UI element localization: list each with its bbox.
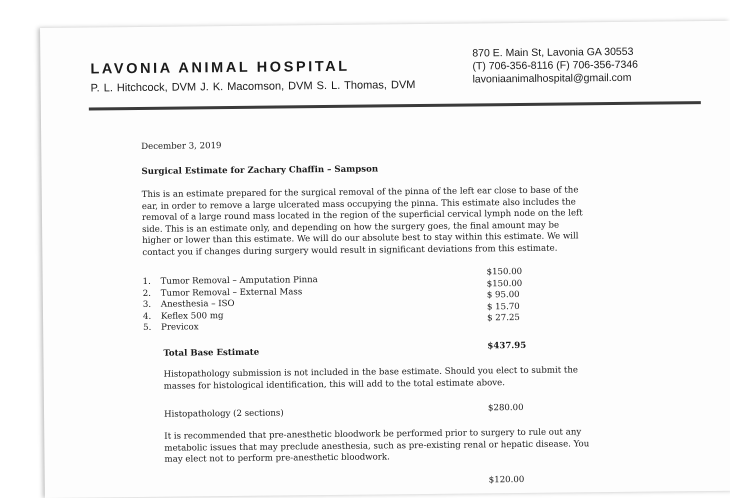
bloodwork-line: It is recommended that pre-anesthetic bloodwork be performed prior to surgery to rule out any	[164, 427, 582, 442]
item-prices	[487, 267, 523, 325]
letterhead-divider	[89, 101, 701, 110]
letter-date: December 3, 2019	[141, 141, 222, 152]
item-price: $150.00	[486, 266, 523, 278]
street-address: 870 E. Main St, Lavonia GA 30553	[472, 45, 634, 60]
total-value: $437.95	[487, 340, 527, 352]
list-item: 1. Tumor Removal – Amputation Pinna	[142, 275, 318, 287]
cut-off-price: $120.00	[488, 474, 525, 486]
intro-line: higher or lower than this estimate. We will do our absolute best to stay within this estimate. We will	[142, 231, 579, 247]
hospital-address-block	[472, 46, 638, 87]
bloodwork-line: metabolic issues that may preclude anesthesia, such as pre-existing renal or hepatic disease. You	[164, 438, 590, 454]
bloodwork-paragraph	[164, 427, 624, 467]
intro-line: side. This is an estimate only, and depending on how the surgery goes, the final amount may be	[142, 220, 560, 235]
email-address: lavoniaanimalhospital@gmail.com	[472, 71, 632, 86]
list-item: 2. Tumor Removal – External Mass	[142, 286, 303, 299]
item-price: $ 27.25	[487, 313, 520, 324]
list-item: 3. Anesthesia – ISO	[142, 299, 235, 311]
estimate-subject: Surgical Estimate for Zachary Chaffin – Sampson	[141, 164, 379, 177]
letter-page	[40, 21, 730, 498]
histopathology-note	[164, 365, 624, 393]
intro-line: removal of a large round mass located in the region of the superficial cervical lymph node on the left	[141, 208, 583, 224]
intro-line: ear, in order to remove a large ulcerated mass occupying the pinna. This estimate also includes the	[141, 196, 576, 212]
list-item: 4. Keflex 500 mg	[142, 310, 224, 322]
intro-line: contact you if changes during surgery would result in significant deviations from this estimate.	[142, 243, 558, 258]
histo-note-line: masses for histological identification, this will add to the total estimate above.	[163, 377, 505, 392]
hospital-name: LAVONIA ANIMAL HOSPITAL	[90, 58, 350, 78]
histopathology-label: Histopathology (2 sections)	[164, 408, 284, 420]
bloodwork-line: may elect not to perform pre-anesthetic bloodwork.	[164, 452, 390, 465]
item-price: $150.00	[486, 278, 523, 289]
item-price: $ 15.70	[486, 301, 520, 313]
list-item: 5. Previcox	[143, 322, 199, 334]
intro-line: This is an estimate prepared for the surgical removal of the pinna of the left ear close to base of the	[141, 185, 579, 200]
total-label: Total Base Estimate	[163, 347, 260, 359]
histo-note-line: Histopathology submission is not included in the base estimate. Should you elect to submit the	[163, 365, 579, 380]
item-price: $ 95.00	[486, 290, 520, 301]
histopathology-value: $280.00	[487, 402, 524, 414]
intro-paragraph	[142, 185, 603, 259]
estimate-items-list	[143, 275, 319, 335]
doctors-list: P. L. Hitchcock, DVM J. K. Macomson, DVM S. L. Thomas, DVM	[90, 79, 416, 95]
phone-fax: (T) 706-356-8116 (F) 706-356-7346	[472, 58, 639, 73]
